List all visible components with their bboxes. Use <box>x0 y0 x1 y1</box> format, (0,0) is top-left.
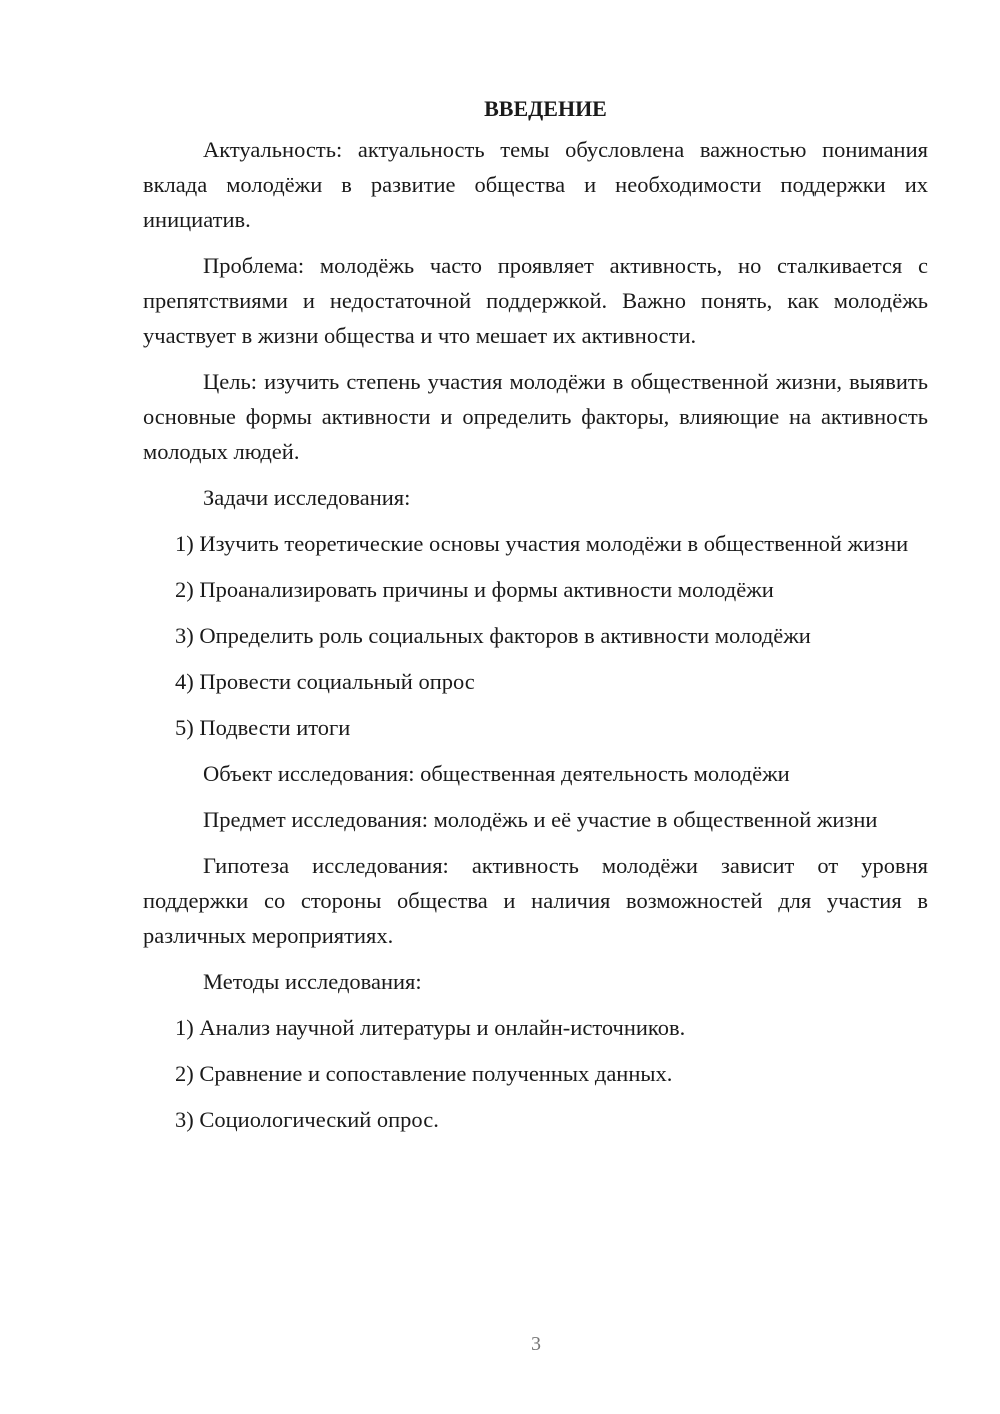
goal-paragraph: Цель: изучить степень участия молодёжи в общественной жизни, выявить основные формы активности и определить факторы, влияющие на активность молодых людей. <box>143 369 928 464</box>
methods-heading: Методы исследования: <box>203 969 422 994</box>
problem-paragraph: Проблема: молодёжь часто проявляет активность, но сталкивается с препятствиями и недостаточной поддержкой. Важно понять, как молодёжь участвует в жизни общества и что мешает их активности. <box>143 253 928 348</box>
method-item: 2) Сравнение и сопоставление полученных данных. <box>175 1061 673 1086</box>
page-number: 3 <box>531 1333 541 1355</box>
task-item: 3) Определить роль социальных факторов в активности молодёжи <box>175 623 811 648</box>
page-content <box>143 92 928 1148</box>
relevance-paragraph: Актуальность: актуальность темы обусловлена важностью понимания вклада молодёжи в развитие общества и необходимости поддержки их инициатив. <box>143 137 928 232</box>
hypothesis-paragraph: Гипотеза исследования: активность молодёжи зависит от уровня поддержки со стороны общества и наличия возможностей для участия в различных мероприятиях. <box>143 853 928 948</box>
tasks-heading: Задачи исследования: <box>203 485 411 510</box>
object-paragraph: Объект исследования: общественная деятельность молодёжи <box>203 761 790 786</box>
task-item: 4) Провести социальный опрос <box>175 669 475 694</box>
method-item: 3) Социологический опрос. <box>175 1107 439 1132</box>
method-item: 1) Анализ научной литературы и онлайн-источников. <box>175 1015 686 1040</box>
task-item: 5) Подвести итоги <box>175 715 351 740</box>
page-title: ВВЕДЕНИЕ <box>484 96 607 121</box>
task-item: 2) Проанализировать причины и формы активности молодёжи <box>175 577 774 602</box>
task-item: 1) Изучить теоретические основы участия молодёжи в общественной жизни <box>175 531 909 556</box>
subject-paragraph: Предмет исследования: молодёжь и её участие в общественной жизни <box>203 807 878 832</box>
